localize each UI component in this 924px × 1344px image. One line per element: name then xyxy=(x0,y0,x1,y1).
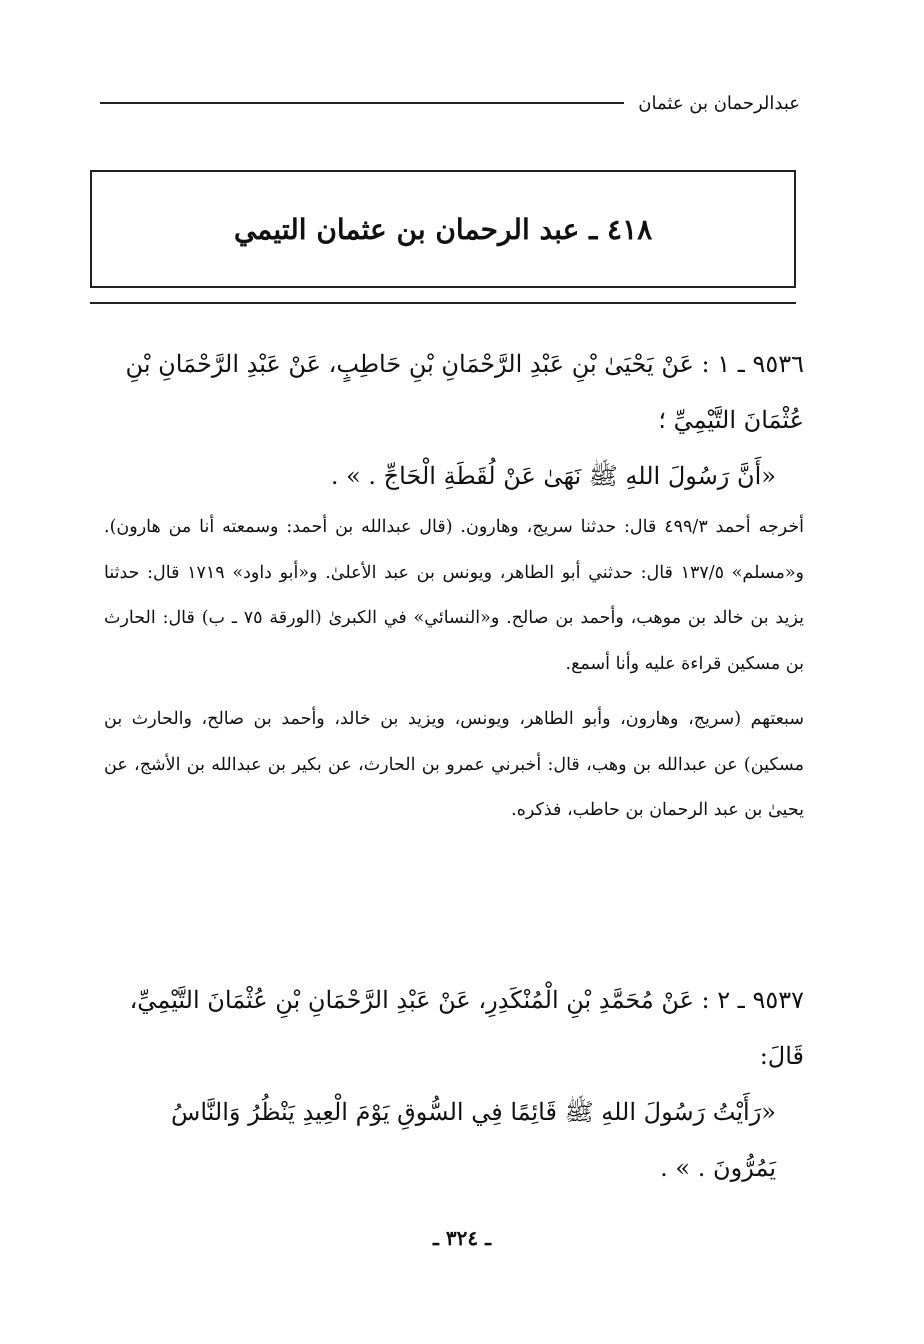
takhrij-paragraph: أخرجه أحمد ٤٩٩/٣ قال: حدثنا سريج، وهارون. (قال عبدالله بن أحمد: وسمعته أنا من هارون). و«مسلم» ١٣٧/٥ قال: حدثني أبو الطاهر، ويونس بن عبد الأعلىٰ. و«أبو داود» ١٧١٩ قال: حدثنا يزيد بن خالد بن موهب، وأحمد بن صالح. و«النسائي» في الكبرىٰ (الورقة ٧٥ ـ ب) قال: الحارث بن مسكين قراءة عليه وأنا أسمع. xyxy=(104,517,805,674)
running-head-text: عبدالرحمان بن عثمان xyxy=(638,92,800,114)
takhrij-paragraph: سبعتهم (سريج، وهارون، وأبو الطاهر، ويونس، ويزيد بن خالد، وأحمد بن صالح، والحارث بن مسكين) عن عبدالله بن وهب، قال: أخبرني عمرو بن الحارث، عن بكير بن عبدالله بن الأشج، عن يحيىٰ بن عبد الرحمان بن حاطب، فذكره. xyxy=(104,709,804,820)
hadith-9536 xyxy=(104,336,804,504)
hadith-matn: «رَأَيْتُ رَسُولَ اللهِ ﷺ قَائِمًا فِي السُّوقِ يَوْمَ الْعِيدِ يَنْظُرُ وَالنَّاسُ يَمُرُّونَ . » . xyxy=(171,1098,776,1182)
chapter-title-box xyxy=(90,170,796,288)
page-number: ـ ٣٢٤ ـ xyxy=(433,1226,491,1250)
hadith-9537 xyxy=(104,972,804,1196)
chapter-title: ٤١٨ ـ عبد الرحمان بن عثمان التيمي xyxy=(233,212,653,246)
hadith-isnad: ٩٥٣٦ ـ ١ : عَنْ يَحْيَىٰ بْنِ عَبْدِ الرَّحْمَانِ بْنِ حَاطِبٍ، عَنْ عَبْدِ الرَّحْمَانِ بْنِ عُثْمَانَ التَّيْمِيِّ ؛ xyxy=(125,350,804,434)
hadith-isnad: ٩٥٣٧ ـ ٢ : عَنْ مُحَمَّدِ بْنِ الْمُنْكَدِرِ، عَنْ عَبْدِ الرَّحْمَانِ بْنِ عُثْمَانَ التَّيْمِيِّ، قَالَ: xyxy=(129,986,804,1070)
title-divider xyxy=(90,302,796,304)
running-head-rule xyxy=(100,102,624,104)
hadith-matn: «أَنَّ رَسُولَ اللهِ ﷺ نَهَىٰ عَنْ لُقَطَةِ الْحَاجِّ . » . xyxy=(330,462,776,490)
running-head xyxy=(100,88,800,118)
takhrij-9536 xyxy=(104,505,804,834)
